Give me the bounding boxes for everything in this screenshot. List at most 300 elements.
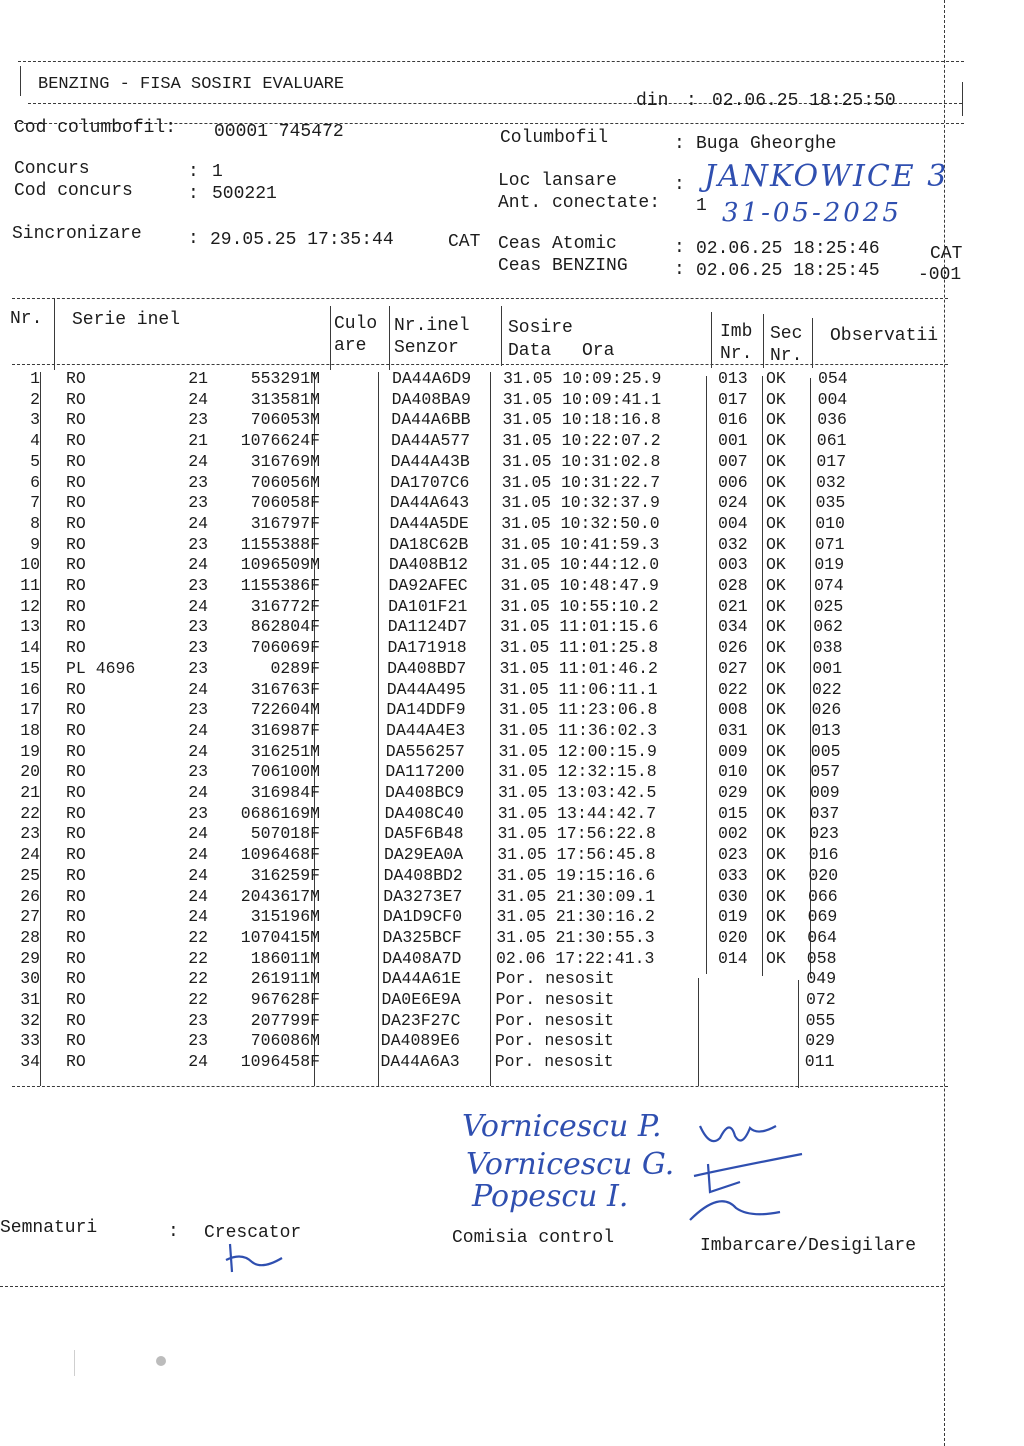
row-number: 7	[30, 493, 40, 513]
loc-lansare-label: Loc lansare	[498, 171, 617, 191]
row-observatii: 071	[814, 534, 845, 554]
row-year: 24	[188, 555, 208, 575]
row-arrival: 31.05 11:36:02.3	[498, 720, 658, 740]
row-observatii: 009	[810, 783, 840, 802]
row-arrival: 31.05 10:09:25.9	[503, 369, 662, 388]
row-imb-nr: 008	[718, 700, 748, 720]
row-observatii: 066	[808, 886, 838, 906]
row-imb-nr: 020	[718, 927, 748, 947]
row-year: 22	[188, 969, 208, 989]
row-sec-nr: OK	[766, 845, 786, 865]
row-ring-number: 1076624F	[240, 431, 320, 451]
header-top-rule	[18, 61, 964, 62]
row-country: RO	[66, 1052, 86, 1072]
row-country: RO	[66, 886, 86, 906]
row-arrival: 31.05 10:32:50.0	[501, 513, 660, 533]
row-ring-number: 706058F	[250, 493, 320, 513]
row-imb-nr: 003	[718, 555, 748, 575]
row-country: RO	[66, 679, 86, 699]
ceas-atomic-label: Ceas Atomic	[498, 234, 617, 254]
row-arrival: 31.05 12:32:15.8	[498, 762, 657, 782]
col-sep-sec-header	[812, 318, 813, 368]
row-arrival: Por. nesosit	[495, 969, 615, 989]
row-imb-nr: 001	[718, 431, 748, 451]
row-imb-nr: 027	[718, 658, 748, 678]
row-sensor-ring: DA556257	[385, 741, 465, 761]
imbarcare-label: Imbarcare/Desigilare	[700, 1236, 917, 1256]
row-sensor-ring: DA44A4E3	[386, 720, 466, 740]
row-country: RO	[66, 534, 86, 554]
table-row	[0, 514, 1024, 535]
row-ring-number: 553291M	[250, 369, 320, 388]
header-culoare-2: are	[334, 336, 367, 356]
row-sensor-ring: DA44A43B	[390, 451, 470, 471]
col-sep-nr-header	[54, 298, 55, 370]
cod-concurs-label: Cod concurs	[14, 181, 133, 201]
table-row	[0, 887, 1024, 908]
concurs-label: Concurs	[14, 159, 90, 179]
row-number: 34	[20, 1052, 40, 1072]
row-year: 24	[188, 1052, 208, 1072]
table-row	[0, 493, 1024, 514]
row-arrival: Por. nesosit	[495, 1031, 614, 1051]
row-number: 1	[30, 369, 40, 388]
table-row	[0, 1052, 1024, 1073]
row-sec-nr: OK	[766, 431, 786, 451]
row-sensor-ring: DA5F6B48	[384, 824, 464, 844]
ceas-benzing-label: Ceas BENZING	[498, 256, 628, 276]
row-sec-nr: OK	[766, 596, 786, 616]
row-country: RO	[66, 1010, 86, 1030]
row-imb-nr: 004	[718, 513, 748, 533]
row-imb-nr: 023	[718, 845, 748, 865]
row-arrival: 31.05 10:31:02.8	[502, 451, 661, 471]
row-year: 24	[188, 741, 208, 761]
ceas-benzing-colon: :	[674, 260, 685, 280]
row-arrival: 31.05 12:00:15.9	[498, 741, 657, 761]
table-row	[0, 866, 1024, 887]
row-sensor-ring: DA1D9CF0	[382, 907, 463, 927]
row-sensor-ring: DA1707C6	[390, 472, 470, 492]
row-sensor-ring: DA408B12	[388, 555, 469, 575]
row-sensor-ring: DA408BC9	[385, 783, 465, 802]
header-sec-1: Sec	[770, 324, 803, 344]
row-ring-number: 316984F	[250, 783, 320, 802]
row-number: 4	[30, 431, 40, 451]
row-arrival: 31.05 11:01:46.2	[499, 658, 658, 678]
row-sensor-ring: DA1124D7	[387, 617, 468, 637]
row-year: 22	[188, 990, 208, 1009]
scan-artifact-line	[74, 1350, 75, 1376]
row-sec-nr: OK	[766, 720, 786, 740]
row-arrival: 31.05 10:18:16.8	[502, 410, 661, 430]
crescator-label: Crescator	[204, 1223, 302, 1243]
row-ring-number: 186011M	[250, 948, 320, 968]
row-arrival: 02.06 17:22:41.3	[496, 948, 655, 968]
table-row	[0, 824, 1024, 845]
row-sensor-ring: DA408C40	[384, 803, 464, 823]
cod-columbofil-label: Cod columbofil:	[14, 118, 177, 138]
row-ring-number: 316259F	[250, 865, 320, 885]
row-ring-number: 1096509M	[240, 555, 320, 575]
row-ring-number: 1096468F	[240, 845, 320, 865]
row-ring-number: 706086M	[250, 1031, 320, 1051]
row-number: 33	[20, 1031, 40, 1051]
row-year: 23	[188, 472, 208, 492]
sincronizare-tz: CAT	[448, 232, 481, 252]
row-number: 25	[20, 865, 40, 885]
row-imb-nr: 021	[718, 596, 748, 616]
row-sec-nr: OK	[766, 865, 786, 885]
row-sec-nr: OK	[766, 927, 786, 947]
table-row	[0, 659, 1024, 680]
row-number: 19	[20, 741, 40, 761]
row-year: 23	[188, 576, 208, 595]
row-observatii: 004	[817, 389, 848, 409]
row-sec-nr: OK	[766, 803, 786, 823]
header-sec-2: Nr.	[770, 346, 803, 366]
row-arrival: 31.05 17:56:22.8	[497, 824, 656, 844]
row-year: 23	[188, 762, 208, 782]
row-number: 31	[20, 990, 40, 1009]
ant-conectate-value: 1	[696, 196, 707, 216]
row-ring-number: 862804F	[250, 617, 320, 637]
row-country: RO	[66, 472, 86, 492]
signature-scribble-icon	[680, 1108, 820, 1228]
row-number: 28	[20, 927, 40, 947]
row-imb-nr: 014	[718, 948, 748, 968]
row-sensor-ring: DA408BD2	[383, 865, 463, 885]
row-arrival: 31.05 11:06:11.1	[499, 679, 658, 699]
row-arrival: 31.05 13:44:42.7	[497, 803, 657, 823]
row-arrival: 31.05 11:23:06.8	[499, 700, 658, 720]
row-sensor-ring: DA44A495	[386, 679, 466, 699]
row-observatii: 054	[818, 369, 848, 388]
table-row	[0, 617, 1024, 638]
table-row	[0, 576, 1024, 597]
row-sec-nr: OK	[766, 741, 786, 761]
row-observatii: 062	[813, 617, 843, 637]
row-arrival: 31.05 11:01:25.8	[499, 638, 659, 658]
header-data: Data	[508, 341, 552, 361]
row-sec-nr: OK	[766, 700, 786, 720]
row-number: 26	[20, 886, 40, 906]
row-number: 21	[20, 783, 40, 802]
row-ring-number: 316772F	[250, 596, 320, 616]
row-arrival: 31.05 10:55:10.2	[500, 596, 659, 616]
row-arrival: Por. nesosit	[495, 1010, 615, 1030]
row-country: RO	[66, 762, 86, 782]
row-sensor-ring: DA408A7D	[382, 948, 462, 968]
row-country: RO	[66, 576, 86, 595]
ceas-atomic-tz: CAT	[930, 244, 963, 264]
table-row	[0, 410, 1024, 431]
table-row	[0, 700, 1024, 721]
row-sensor-ring: DA408BD7	[387, 658, 467, 678]
row-sensor-ring: DA14DDF9	[386, 700, 466, 720]
row-sensor-ring: DA3273E7	[383, 886, 463, 906]
cod-concurs-colon: :	[188, 184, 199, 204]
row-ring-number: 1096458F	[240, 1052, 320, 1072]
row-imb-nr: 002	[718, 824, 748, 844]
row-observatii: 055	[805, 1010, 836, 1030]
row-arrival: 31.05 10:32:37.9	[501, 493, 660, 513]
row-year: 24	[188, 824, 208, 844]
handwritten-release-location: JANKOWICE 3	[704, 159, 949, 194]
row-imb-nr: 022	[718, 679, 748, 699]
cod-columbofil-value: 00001 745472	[214, 122, 344, 142]
row-ring-number: 315196M	[250, 907, 320, 927]
row-year: 24	[188, 513, 208, 533]
header-observatii: Observatii	[830, 326, 939, 346]
row-year: 24	[188, 720, 208, 740]
row-year: 23	[188, 617, 208, 637]
row-ring-number: 316987F	[250, 720, 320, 740]
col-sep-imb-header	[763, 314, 764, 368]
row-ring-number: 1070415M	[240, 927, 320, 947]
sincronizare-value: 29.05.25 17:35:44	[210, 230, 394, 250]
scan-stain	[156, 1356, 166, 1366]
header-sosire: Sosire	[508, 318, 573, 338]
row-number: 9	[30, 534, 40, 554]
row-ring-number: 1155388F	[240, 534, 320, 554]
row-year: 23	[188, 534, 208, 554]
table-row	[0, 969, 1024, 990]
row-arrival: Por. nesosit	[494, 1052, 614, 1072]
row-arrival: 31.05 19:15:16.6	[497, 865, 656, 885]
row-country: RO	[66, 803, 86, 823]
handwritten-release-date: 31-05-2025	[722, 198, 902, 228]
table-top-rule	[12, 298, 948, 299]
row-country: RO	[66, 410, 86, 430]
row-year: 24	[188, 596, 208, 616]
row-observatii: 057	[810, 762, 841, 782]
row-number: 12	[20, 596, 40, 616]
row-year: 24	[188, 451, 208, 471]
row-country: RO	[66, 451, 86, 471]
row-imb-nr: 031	[718, 720, 748, 740]
row-sensor-ring: DA171918	[387, 638, 467, 658]
loc-lansare-colon: :	[674, 175, 685, 195]
row-imb-nr: 013	[718, 369, 748, 388]
row-country: RO	[66, 1031, 86, 1051]
row-sensor-ring: DA92AFEC	[388, 576, 468, 595]
row-ring-number: 706056M	[250, 472, 320, 492]
row-ring-number: 967628F	[250, 990, 320, 1009]
row-arrival: 31.05 10:41:59.3	[501, 534, 660, 554]
row-arrival: 31.05 21:30:09.1	[496, 886, 656, 906]
sincronizare-label: Sincronizare	[12, 224, 142, 244]
row-ring-number: 0686169M	[240, 803, 320, 823]
table-row	[0, 762, 1024, 783]
row-year: 23	[188, 493, 208, 513]
row-sensor-ring: DA101F21	[388, 596, 468, 616]
row-ring-number: 207799F	[250, 1010, 320, 1030]
row-number: 24	[20, 845, 40, 865]
row-number: 18	[20, 720, 40, 740]
row-observatii: 013	[811, 720, 841, 740]
row-country: RO	[66, 513, 86, 533]
semnaturi-label: Semnaturi	[0, 1218, 98, 1238]
row-sec-nr: OK	[766, 451, 786, 471]
row-imb-nr: 007	[718, 451, 748, 471]
row-sec-nr: OK	[766, 410, 786, 430]
row-ring-number: 722604M	[250, 700, 320, 720]
table-row	[0, 473, 1024, 494]
row-observatii: 019	[814, 555, 845, 575]
table-row	[0, 990, 1024, 1011]
concurs-colon: :	[188, 162, 199, 182]
row-arrival: 31.05 13:03:42.5	[498, 783, 657, 802]
row-country: RO	[66, 596, 86, 616]
row-arrival: 31.05 10:09:41.1	[502, 389, 662, 409]
ant-conectate-label: Ant. conectate:	[498, 193, 661, 213]
table-row	[0, 783, 1024, 804]
header-imb-1: Imb	[720, 322, 753, 342]
row-observatii: 058	[806, 948, 837, 968]
row-sec-nr: OK	[766, 513, 786, 533]
columbofil-colon: :	[674, 134, 685, 154]
cod-concurs-value: 500221	[212, 184, 277, 204]
row-ring-number: 0289F	[270, 658, 320, 678]
table-row	[0, 845, 1024, 866]
handwritten-signature-1: Vornicescu P.	[462, 1109, 662, 1144]
table-row	[0, 431, 1024, 452]
table-row	[0, 742, 1024, 763]
table-bottom-rule	[12, 1086, 948, 1087]
row-sensor-ring: DA117200	[385, 762, 465, 782]
row-ring-number: 313581M	[250, 389, 320, 409]
row-imb-nr: 010	[718, 762, 748, 782]
row-country: RO	[66, 638, 86, 658]
row-number: 10	[20, 555, 40, 575]
table-row	[0, 390, 1024, 411]
table-row	[0, 369, 1024, 390]
row-year: 23	[188, 658, 208, 678]
row-sensor-ring: DA0E6E9A	[381, 990, 461, 1009]
table-row	[0, 680, 1024, 701]
row-imb-nr: 016	[718, 410, 748, 430]
header-ora: Ora	[582, 341, 615, 361]
row-sensor-ring: DA23F27C	[381, 1010, 461, 1030]
handwritten-signature-2: Vornicescu G.	[466, 1147, 675, 1182]
row-arrival: 31.05 21:30:55.3	[496, 927, 655, 947]
table-row	[0, 555, 1024, 576]
row-year: 24	[188, 865, 208, 885]
row-sec-nr: OK	[766, 762, 786, 782]
row-sec-nr: OK	[766, 493, 786, 513]
header-culoare-1: Culo	[334, 314, 378, 334]
row-country: RO	[66, 700, 86, 720]
row-sec-nr: OK	[766, 783, 786, 802]
row-ring-number: 316769M	[250, 451, 320, 471]
row-arrival: 31.05 10:48:47.9	[500, 576, 659, 595]
row-country: RO	[66, 369, 86, 388]
ceas-atomic-colon: :	[674, 238, 685, 258]
columbofil-value: Buga Gheorghe	[696, 134, 837, 154]
row-year: 22	[188, 927, 208, 947]
row-sensor-ring: DA44A5DE	[389, 513, 469, 533]
row-ring-number: 507018F	[250, 824, 320, 844]
table-row	[0, 1031, 1024, 1052]
row-observatii: 001	[812, 658, 843, 678]
row-observatii: 074	[814, 576, 844, 595]
table-row	[0, 928, 1024, 949]
row-ring-number: 706053M	[250, 410, 320, 430]
row-number: 13	[20, 617, 40, 637]
row-sec-nr: OK	[766, 617, 786, 637]
row-year: 21	[188, 431, 208, 451]
handwritten-signature-3: Popescu I.	[472, 1179, 629, 1214]
row-country: RO	[66, 907, 86, 927]
row-number: 30	[20, 969, 40, 989]
row-imb-nr: 032	[718, 534, 748, 554]
row-year: 23	[188, 803, 208, 823]
row-observatii: 023	[809, 824, 839, 844]
row-country: RO	[66, 990, 86, 1009]
row-ring-number: 316251M	[250, 741, 320, 761]
header-nr-inel-1: Nr.inel	[394, 316, 470, 336]
table-row	[0, 907, 1024, 928]
ceas-benzing-diff: -001	[918, 265, 962, 285]
row-observatii: 064	[807, 927, 837, 947]
row-imb-nr: 033	[718, 865, 748, 885]
table-row	[0, 949, 1024, 970]
row-country: PL 4696	[66, 658, 136, 678]
row-sec-nr: OK	[766, 638, 786, 658]
row-country: RO	[66, 741, 86, 761]
row-number: 29	[20, 948, 40, 968]
row-country: RO	[66, 555, 86, 575]
row-year: 24	[188, 907, 208, 927]
row-sec-nr: OK	[766, 369, 786, 388]
table-row	[0, 597, 1024, 618]
row-observatii: 017	[816, 451, 847, 471]
row-sec-nr: OK	[766, 948, 786, 968]
row-number: 5	[30, 451, 40, 471]
table-row	[0, 1011, 1024, 1032]
row-country: RO	[66, 845, 86, 865]
row-ring-number: 316797F	[250, 513, 320, 533]
row-imb-nr: 034	[718, 617, 748, 637]
row-observatii: 020	[808, 865, 839, 885]
row-sec-nr: OK	[766, 658, 786, 678]
row-country: RO	[66, 720, 86, 740]
row-sec-nr: OK	[766, 472, 786, 492]
row-observatii: 049	[806, 969, 837, 989]
row-year: 22	[188, 948, 208, 968]
table-row	[0, 804, 1024, 825]
row-observatii: 037	[809, 803, 840, 823]
columbofil-label: Columbofil	[500, 128, 609, 148]
row-country: RO	[66, 389, 86, 409]
row-year: 23	[188, 638, 208, 658]
header-imb-2: Nr.	[720, 344, 753, 364]
row-observatii: 026	[811, 700, 842, 720]
row-sensor-ring: DA325BCF	[382, 927, 462, 947]
row-observatii: 025	[813, 596, 844, 616]
col-sep-serie-header	[330, 306, 331, 370]
row-year: 24	[188, 679, 208, 699]
row-number: 27	[20, 907, 40, 927]
row-imb-nr: 019	[718, 907, 748, 927]
row-sensor-ring: DA44A6D9	[392, 369, 472, 388]
concurs-value: 1	[212, 162, 223, 182]
row-year: 21	[188, 369, 208, 388]
row-number: 6	[30, 472, 40, 492]
row-observatii: 029	[805, 1031, 835, 1051]
row-observatii: 069	[807, 907, 838, 927]
